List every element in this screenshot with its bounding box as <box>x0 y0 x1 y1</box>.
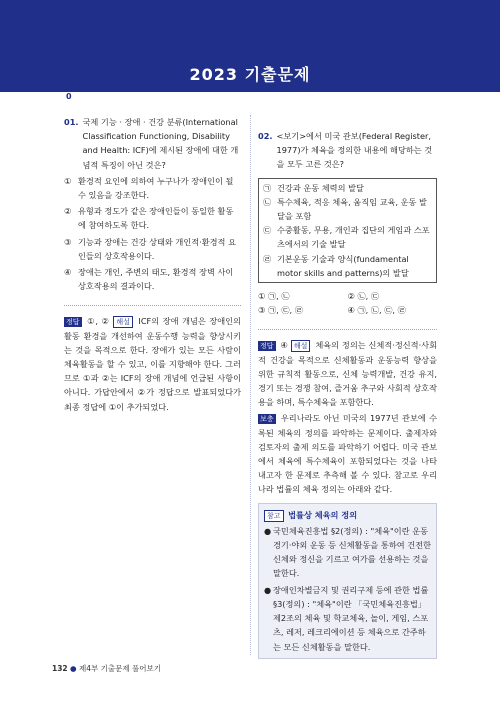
item-text: 특수체육, 적응 체육, 움직임 교육, 운동 발달을 포함 <box>277 196 427 222</box>
example-box <box>258 178 437 283</box>
choice: ④ ㉠, ㉡, ㉢, ㉣ <box>347 305 406 316</box>
explanation-tag: 해설 <box>113 316 133 328</box>
page-number: 132 <box>52 664 68 673</box>
option-mark: ③ <box>64 236 72 247</box>
question-text: <보기>에서 미국 관보(Federal Register, 1977)가 체육을 정의한 내용에 해당하는 것을 모두 고른 것은? <box>276 131 433 170</box>
item-mark: ㉠ <box>263 182 272 193</box>
choice: ① ㉠, ㉡ <box>258 291 290 302</box>
left-column <box>64 115 241 414</box>
choice: ② ㉡, ㉢ <box>347 291 380 302</box>
section-marker: 0 <box>66 92 72 101</box>
answer-explanation <box>258 338 437 409</box>
option <box>64 174 241 202</box>
example-item <box>263 195 432 223</box>
option-mark: ④ <box>64 267 72 278</box>
option-mark: ① <box>64 175 72 186</box>
note-item-text: 국민체육진흥법 §2(정의) : "체육"이란 운동 경기·야외 운동 등 신체활동을 통하여 건전한 신체와 정신을 기르고 여가를 선용하는 것을 말한다. <box>273 525 431 579</box>
explanation-text: ICF의 장애 개념은 장애인의 활동 환경을 개선하여 운동수행 능력을 향상시키는 것을 목적으로 한다. 장애가 있는 모든 사람이 체육활동을 할 수 있고, 이를 지향해야 한다. 그러므로 ①과 ②는 ICF의 장애 개념에 언급된 사항이 아니다. 가답안에서 ②가 정답으로 발표되었다가 최종 정답에 ①이 추가되었다. <box>64 316 241 412</box>
note-item <box>264 524 431 581</box>
option-text: 환경적 요인에 의하여 누구나가 장애인이 될 수 있음을 강조한다. <box>78 175 234 201</box>
item-mark: ㉣ <box>263 253 272 264</box>
item-text: 건강과 운동 체력의 발달 <box>277 182 364 193</box>
note-title: 법률상 체육의 정의 <box>288 509 358 520</box>
note-tag: 참고 <box>264 510 284 522</box>
option-text: 유형과 정도가 같은 장애인들이 동일한 활동에 참여하도록 한다. <box>78 206 234 231</box>
question-number: 02. <box>258 131 273 141</box>
example-item <box>263 181 432 195</box>
footer-section: 제4부 기출문제 풀어보기 <box>78 664 161 673</box>
item-mark: ㉡ <box>263 196 272 207</box>
item-mark: ㉢ <box>263 225 272 236</box>
item-text: 기본운동 기술과 양식(fundamental motor skills and patterns)의 발달 <box>277 253 409 278</box>
question-number: 01. <box>64 117 79 127</box>
answer-value: ①, ② <box>87 316 110 327</box>
option-text: 기능과 장애는 건강 상태와 개인적·환경적 요인들의 상호작용이다. <box>78 236 236 261</box>
answer-tag: 정답 <box>260 342 274 351</box>
explanation-tag: 해설 <box>291 340 311 352</box>
header-banner <box>0 0 500 92</box>
note-item <box>264 583 431 654</box>
example-item <box>263 252 432 280</box>
answer-tag: 정답 <box>66 318 80 327</box>
option-mark: ② <box>64 206 72 217</box>
option <box>64 235 241 263</box>
item-text: 수중활동, 무용, 개인과 집단의 게임과 스포츠에서의 기술 발달 <box>277 225 430 250</box>
answer-explanation <box>64 314 241 413</box>
reference-note <box>258 503 437 659</box>
note-item-text: 장애인차별금지 및 권리구제 등에 관한 법률 §3(정의) : "체육"이란 「국민체육진흥법」 제2조의 체육 및 학교체육, 놀이, 게임, 스포츠, 레저, 레크리에이션 등 체육으로 간주하는 모든 신체활동을 말한다. <box>273 584 429 652</box>
bullet-icon: ● <box>264 525 272 536</box>
supplement-tag: 보충 <box>260 415 274 424</box>
bullet-icon: ● <box>264 584 272 595</box>
page-title: 2023 기출문제 <box>189 65 311 84</box>
example-item <box>263 223 432 251</box>
option-text: 장애는 개인, 주변의 태도, 환경적 장벽 사이 상호작용의 결과이다. <box>78 267 234 292</box>
divider <box>258 329 437 330</box>
choice: ③ ㉠, ㉢, ㉣ <box>258 305 303 316</box>
explanation-text: 체육의 정의는 신체적·정신적·사회적 건강을 목적으로 신체활동과 운동능력 향상을 위한 규칙적 활동으로, 신체 능력개발, 건강 유지, 경기 또는 경쟁 참여, 즐거움 추구와 사회적 상호작용을 하며, 특수체육을 포함한다. <box>258 340 438 408</box>
footer-bullet: ● <box>70 664 77 673</box>
question-02 <box>258 129 437 172</box>
column-divider <box>250 115 252 655</box>
divider <box>64 305 241 306</box>
page-footer <box>52 663 161 674</box>
right-column <box>258 115 437 659</box>
answer-value: ④ <box>280 340 289 351</box>
supplement <box>258 411 437 496</box>
supplement-text: 우리나라도 아닌 미국의 1977년 관보에 수록된 체육의 정의를 파악하는 문제이다. 출제자와 검토자의 출제 의도를 파악하기 어렵다. 미국 관보에서 체육에 특수체육이 포함되었다는 것을 나타내고자 한 문제로 추측해 볼 수 있다. 참고로 우리나라 법률의 체육 정의는 아래와 같다. <box>258 413 437 495</box>
question-01 <box>64 115 241 172</box>
answer-choices <box>258 289 437 317</box>
option <box>64 265 241 293</box>
option <box>64 204 241 232</box>
question-text: 국제 기능 · 장애 · 건강 분류(International Classification Functioning, Disability and Health: ICF)에 제시된 장애에 대한 개념적 특징이 아닌 것은? <box>82 117 239 170</box>
